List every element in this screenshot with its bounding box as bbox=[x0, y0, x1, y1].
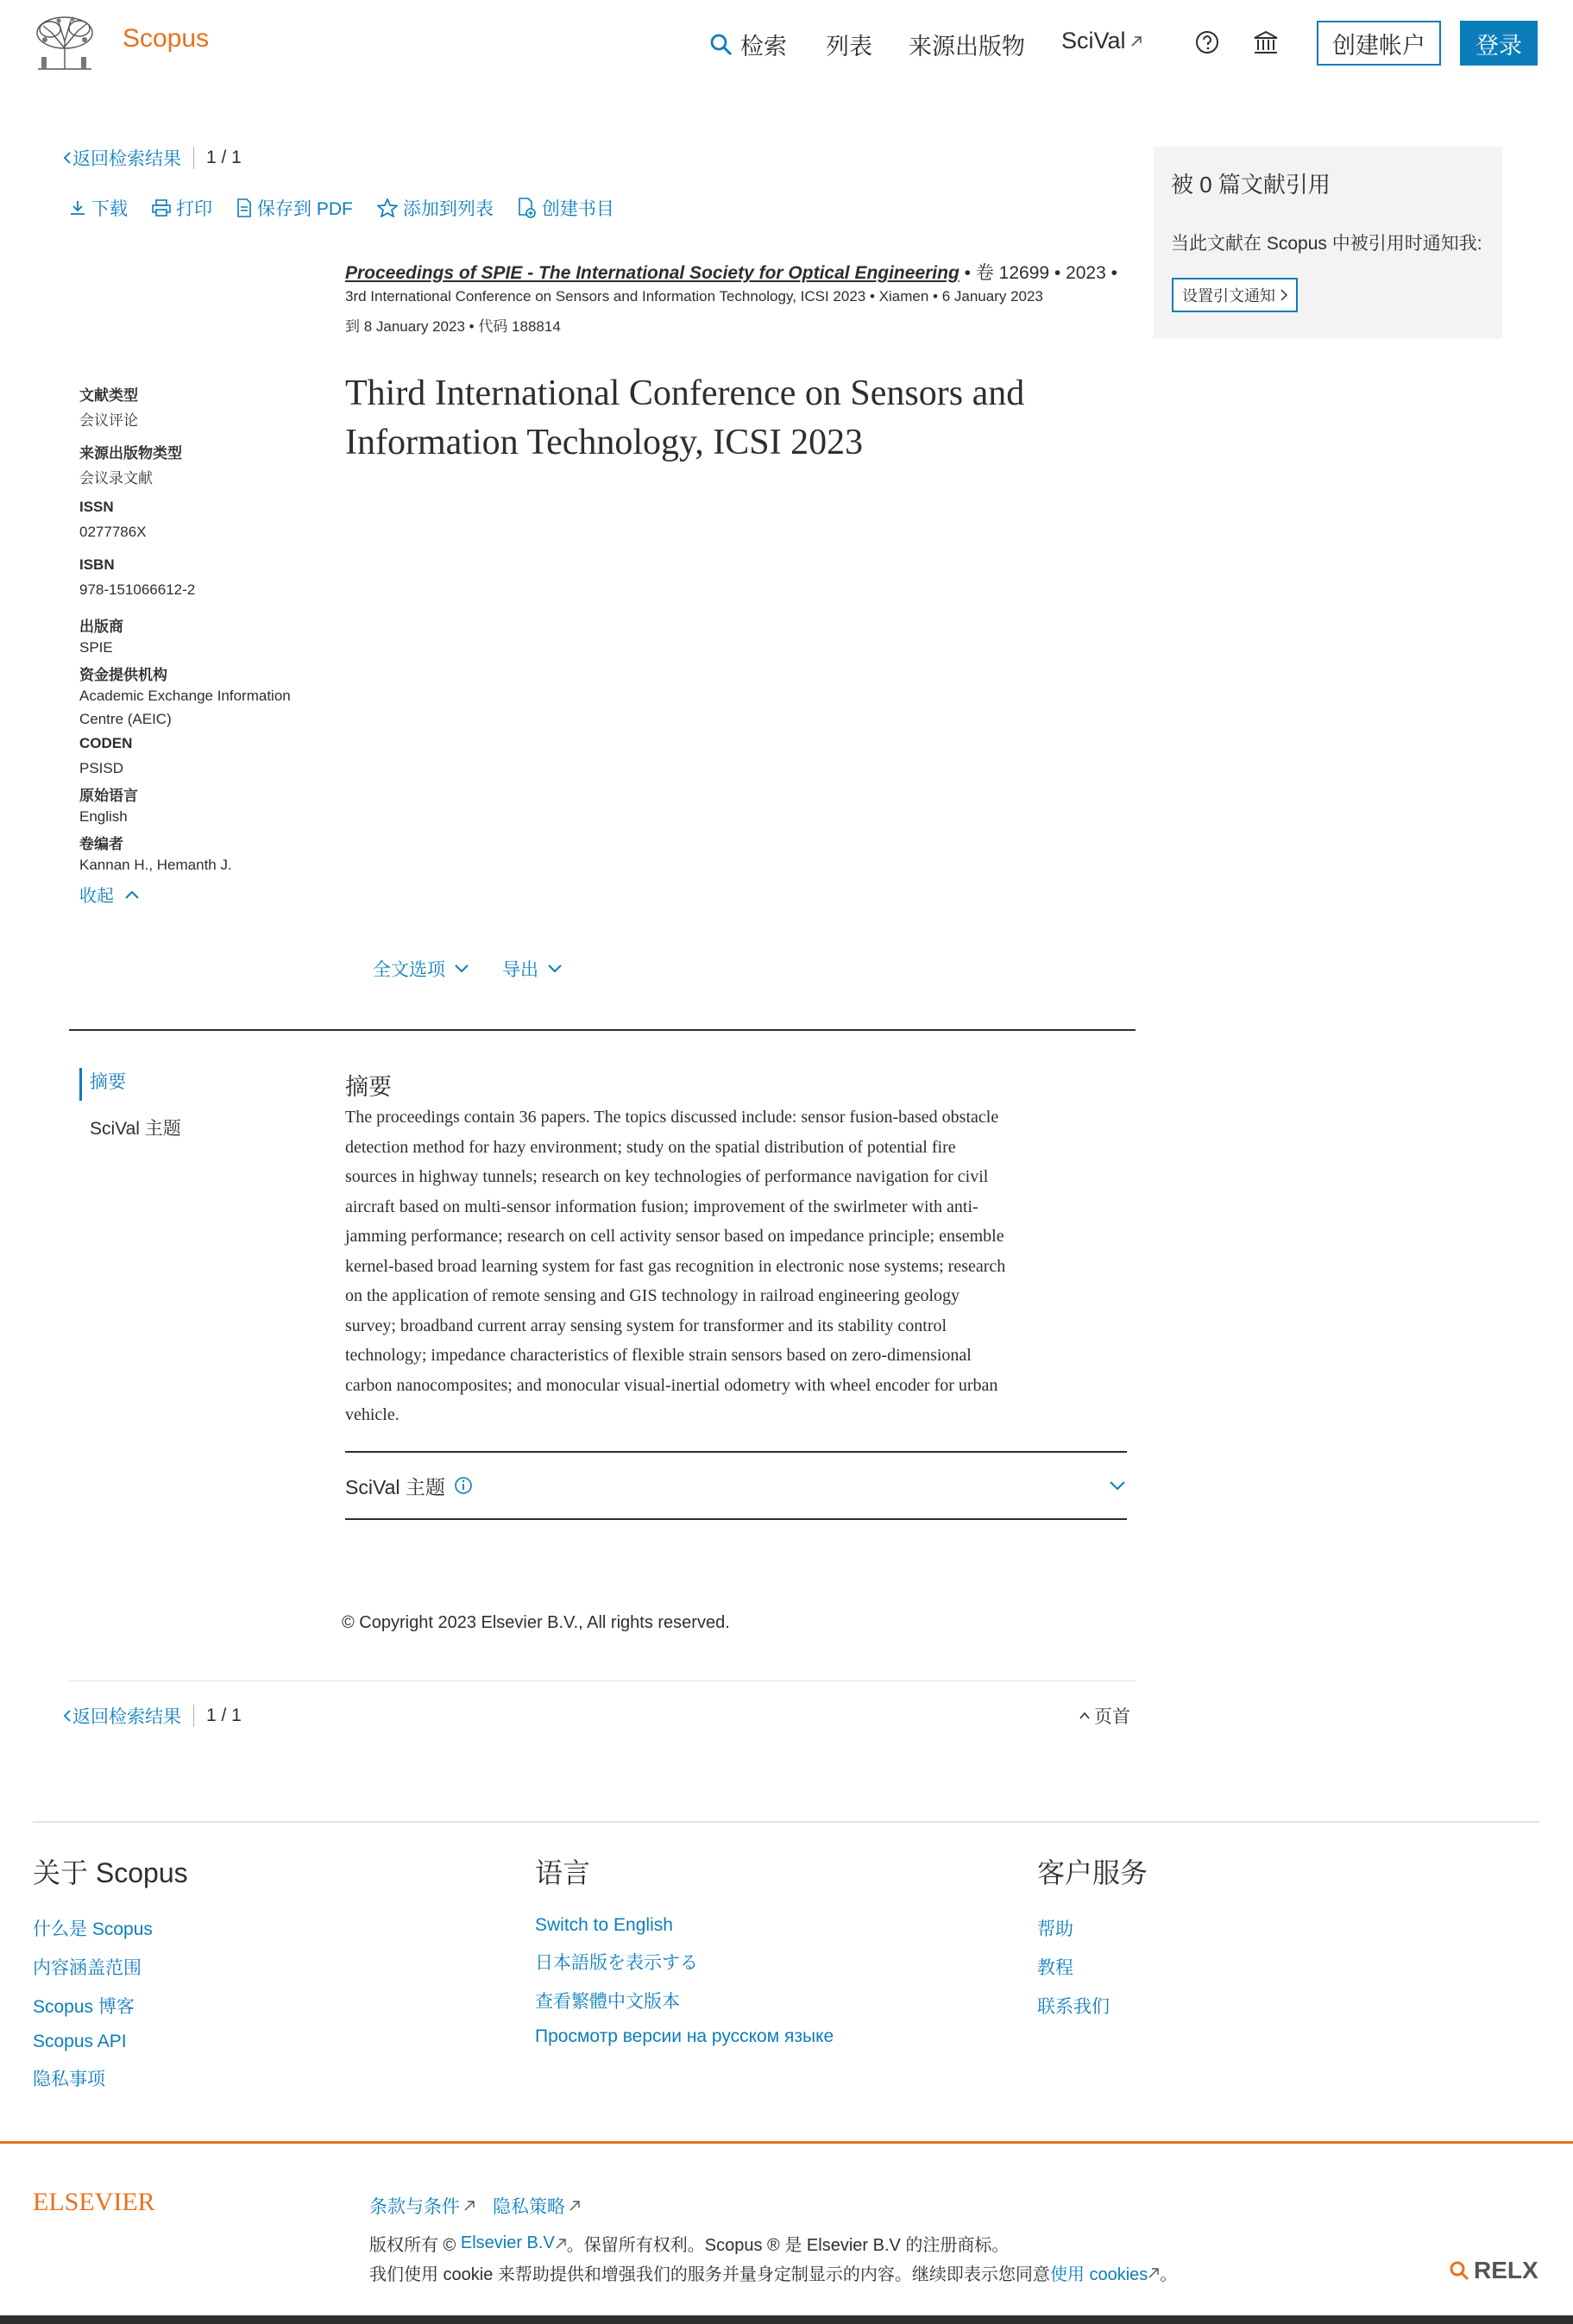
copyright-notice: © Copyright 2023 Elsevier B.V., All rights reserved. bbox=[342, 1613, 730, 1632]
footer-link-tutorials[interactable]: 教程 bbox=[1037, 1958, 1073, 1978]
download-button[interactable] bbox=[69, 195, 128, 221]
full-text-options-dropdown[interactable] bbox=[373, 956, 469, 982]
chevron-down-icon bbox=[1108, 1479, 1127, 1492]
help-icon[interactable] bbox=[1195, 30, 1219, 54]
elsevier-tree-logo[interactable] bbox=[33, 14, 97, 71]
footer-link-contact-us[interactable]: 联系我们 bbox=[1037, 1997, 1110, 2017]
publisher-value: SPIE bbox=[79, 639, 113, 656]
doc-type-label: 文献类型 bbox=[79, 387, 138, 404]
download-label: 下载 bbox=[91, 199, 128, 219]
scival-accordion[interactable] bbox=[345, 1453, 1127, 1518]
login-button[interactable]: 登录 bbox=[1460, 21, 1538, 66]
print-icon bbox=[152, 199, 171, 217]
source-line-3: 到 8 January 2023 • 代码 188814 bbox=[345, 318, 561, 335]
scival-bottom-border bbox=[345, 1518, 1127, 1520]
chevron-down-icon bbox=[454, 964, 469, 974]
footer-cookie-line: 我们使用 cookie 来帮助提供和增强我们的服务并量身定制显示的内容。继续即表示您同意 使用 cookies 。 bbox=[369, 2260, 1177, 2285]
footer-copyright-prefix: 版权所有 © bbox=[369, 2236, 456, 2255]
back-to-results-link[interactable] bbox=[62, 1703, 181, 1729]
nav-lists[interactable] bbox=[826, 28, 872, 61]
pager: 1 / 1 bbox=[206, 148, 242, 167]
chevron-up-icon bbox=[124, 889, 140, 900]
active-indicator bbox=[79, 1068, 82, 1101]
isbn-value: 978-151066612-2 bbox=[79, 581, 196, 598]
citation-notify-text: 当此文献在 Scopus 中被引用时通知我: bbox=[1171, 234, 1482, 254]
elsevier-logo[interactable]: ELSEVIER bbox=[33, 2188, 155, 2216]
back-to-results-label: 返回检索结果 bbox=[72, 1707, 181, 1727]
pdf-icon bbox=[236, 198, 252, 217]
info-icon[interactable] bbox=[454, 1476, 473, 1495]
add-to-list-label: 添加到列表 bbox=[402, 199, 494, 219]
nav-sources-label: 来源出版物 bbox=[909, 34, 1025, 60]
footer-legal-links bbox=[369, 2193, 581, 2219]
export-dropdown[interactable] bbox=[502, 956, 563, 982]
funding-label: 资金提供机构 bbox=[79, 667, 167, 683]
doc-type-value: 会议评论 bbox=[79, 412, 138, 429]
chevron-down-icon bbox=[547, 964, 563, 974]
issn-label: ISSN bbox=[79, 499, 114, 515]
institution-icon[interactable] bbox=[1253, 29, 1279, 55]
back-nav-top bbox=[62, 145, 242, 171]
footer-link-content-coverage[interactable]: 内容涵盖范围 bbox=[33, 1958, 142, 1978]
create-bibliography-label: 创建书目 bbox=[541, 199, 614, 219]
abstract-line: The proceedings contain 36 papers. The topics discussed include: sensor fusion-based obstacle bbox=[345, 1108, 999, 1127]
relx-mark-icon bbox=[1448, 2259, 1470, 2282]
funding-value-line-1: Academic Exchange Information bbox=[79, 688, 291, 704]
privacy-policy-link[interactable] bbox=[493, 2193, 581, 2219]
scival-accordion-label: SciVal 主题 bbox=[345, 1475, 445, 1498]
source-title-link[interactable]: Proceedings of SPIE - The International Society for Optical Engineering bbox=[345, 263, 960, 283]
relx-logo[interactable] bbox=[1448, 2257, 1538, 2284]
cited-by-panel bbox=[1154, 147, 1502, 338]
footer-link-english[interactable]: Switch to English bbox=[535, 1915, 673, 1935]
set-citation-alert-label: 设置引文通知 bbox=[1182, 287, 1275, 305]
footer-copyright-suffix: 。保留所有权利。Scopus ® 是 Elsevier B.V 的注册商标。 bbox=[566, 2236, 1010, 2255]
coden-value: PSISD bbox=[79, 760, 124, 776]
star-icon bbox=[377, 198, 398, 217]
page-bottom-bar bbox=[0, 2315, 1573, 2324]
full-text-options-label: 全文选项 bbox=[373, 960, 445, 980]
funding-value-line-2: Centre (AEIC) bbox=[79, 711, 172, 727]
footer-about-column bbox=[33, 1851, 188, 2091]
privacy-policy-label: 隐私策略 bbox=[493, 2197, 565, 2217]
cookies-link[interactable]: 使用 cookies bbox=[1049, 2265, 1148, 2284]
footer-cookie-prefix: 我们使用 cookie 来帮助提供和增强我们的服务并量身定制显示的内容。继续即表示您同意 bbox=[369, 2265, 1050, 2284]
terms-label: 条款与条件 bbox=[369, 2197, 460, 2217]
bibliography-icon bbox=[518, 198, 537, 218]
isbn-label: ISBN bbox=[79, 556, 115, 573]
chevron-right-icon bbox=[1280, 289, 1287, 301]
source-volume-year: • 卷 12699 • 2023 • bbox=[959, 263, 1117, 283]
footer-link-what-is-scopus[interactable]: 什么是 Scopus bbox=[33, 1919, 153, 1939]
external-link-icon bbox=[463, 2200, 475, 2212]
abstract-line: vehicle. bbox=[345, 1405, 400, 1424]
print-label: 打印 bbox=[176, 199, 212, 219]
scopus-brand[interactable]: Scopus bbox=[123, 24, 210, 53]
external-link-icon bbox=[1148, 2267, 1160, 2279]
side-nav-scival[interactable]: SciVal 主题 bbox=[90, 1119, 181, 1139]
editors-label: 卷编者 bbox=[79, 836, 123, 852]
nav-scival[interactable] bbox=[1061, 28, 1143, 54]
collapse-label: 收起 bbox=[79, 887, 114, 906]
top-header bbox=[0, 0, 1573, 86]
external-link-icon bbox=[1129, 35, 1143, 48]
footer-link-privacy-matters[interactable]: 隐私事项 bbox=[33, 2070, 105, 2089]
collapse-button[interactable] bbox=[79, 882, 140, 907]
cited-by-title: 被 0 篇文献引用 bbox=[1171, 172, 1331, 198]
abstract-body bbox=[345, 1102, 1156, 1430]
language-label: 原始语言 bbox=[79, 788, 138, 804]
back-to-results-label: 返回检索结果 bbox=[72, 149, 181, 169]
abstract-line: sources in highway tunnels; research on key technologies of performance navigation for civil bbox=[345, 1167, 989, 1186]
coden-label: CODEN bbox=[79, 735, 133, 751]
relx-label: RELX bbox=[1474, 2257, 1538, 2283]
add-to-list-button[interactable] bbox=[377, 195, 494, 221]
create-bibliography-button[interactable] bbox=[518, 195, 614, 221]
search-icon bbox=[709, 33, 733, 57]
external-link-icon bbox=[555, 2238, 567, 2250]
chevron-left-icon bbox=[62, 151, 72, 165]
source-type-value: 会议录文献 bbox=[79, 470, 153, 487]
footer-copyright-line bbox=[369, 2231, 1009, 2256]
footer-service-heading: 客户服务 bbox=[1037, 1857, 1148, 1888]
print-button[interactable] bbox=[152, 195, 212, 221]
footer-service-column bbox=[1037, 1851, 1148, 2019]
abstract-line: detection method for hazy environment; study on the spatial distribution of potential fire bbox=[345, 1137, 956, 1157]
document-toolbar bbox=[69, 195, 614, 221]
set-citation-alert-button[interactable] bbox=[1172, 278, 1298, 312]
abstract-line: survey; broadband current array sensing system for transformer and its stability control bbox=[345, 1316, 947, 1335]
source-type-label: 来源出版物类型 bbox=[79, 445, 182, 462]
abstract-line: aircraft based on multi-sensor information fusion; improvement of the swirlmeter with anti- bbox=[345, 1197, 978, 1216]
external-link-icon bbox=[569, 2200, 581, 2212]
chevron-up-icon bbox=[1079, 1711, 1091, 1721]
terms-link[interactable] bbox=[369, 2193, 475, 2219]
chevron-left-icon bbox=[62, 1709, 72, 1723]
nav-search-label: 检索 bbox=[740, 34, 787, 60]
section-divider bbox=[69, 1029, 1136, 1031]
abstract-heading: 摘要 bbox=[345, 1074, 392, 1100]
divider bbox=[193, 1705, 194, 1727]
footer-link-help[interactable]: 帮助 bbox=[1037, 1919, 1073, 1939]
divider bbox=[69, 1680, 1136, 1681]
footer-link-scopus-blog[interactable]: Scopus 博客 bbox=[33, 1997, 135, 2017]
back-to-results-link[interactable] bbox=[62, 145, 181, 171]
side-nav-abstract[interactable]: 摘要 bbox=[90, 1072, 126, 1092]
abstract-line: on the application of remote sensing and GIS technology in railroad engineering geology bbox=[345, 1286, 960, 1305]
scival-accordion-header bbox=[345, 1472, 473, 1500]
abstract-line: jamming performance; research on cell activity sensor based on impedance principle; ensemble bbox=[345, 1227, 1004, 1246]
abstract-line: kernel-based broad learning system for fast gas recognition in electronic nose systems; research bbox=[345, 1256, 1006, 1276]
elsevier-bv-link[interactable]: Elsevier B.V bbox=[460, 2233, 555, 2252]
divider bbox=[193, 147, 194, 169]
back-to-top-link[interactable] bbox=[1079, 1703, 1130, 1729]
save-pdf-label: 保存到 PDF bbox=[257, 199, 353, 219]
pager: 1 / 1 bbox=[206, 1705, 242, 1725]
source-line-2: 3rd International Conference on Sensors and Information Technology, ICSI 2023 • Xiamen • 6 January 2023 bbox=[345, 288, 1043, 305]
back-nav-bottom bbox=[62, 1703, 242, 1729]
back-to-top-label: 页首 bbox=[1094, 1707, 1130, 1727]
publisher-label: 出版商 bbox=[79, 619, 123, 635]
editors-value: Kannan H., Hemanth J. bbox=[79, 857, 232, 873]
footer-about-heading: 关于 Scopus bbox=[33, 1857, 188, 1888]
nav-sources[interactable] bbox=[909, 28, 1025, 61]
nav-lists-label: 列表 bbox=[826, 34, 872, 60]
nav-search[interactable] bbox=[709, 28, 787, 61]
nav-scival-label: SciVal bbox=[1061, 28, 1126, 53]
language-value: English bbox=[79, 808, 128, 825]
footer-language-heading: 语言 bbox=[535, 1857, 591, 1888]
footer-divider bbox=[33, 1821, 1539, 1823]
footer-link-scopus-api[interactable]: Scopus API bbox=[33, 2032, 127, 2051]
document-title: Third International Conference on Sensors and Information Technology, ICSI 2023 bbox=[345, 374, 1025, 462]
footer-orange-rule bbox=[0, 2141, 1573, 2144]
create-account-button[interactable]: 创建帐户 bbox=[1317, 21, 1441, 66]
abstract-line: carbon nanocomposites; and monocular visual-inertial odometry with wheel encoder for urban bbox=[345, 1375, 998, 1395]
footer-link-russian[interactable]: Просмотр версии на русском языке bbox=[535, 2026, 834, 2046]
footer-language-column bbox=[535, 1851, 834, 2047]
save-pdf-button[interactable] bbox=[236, 195, 353, 221]
footer-link-traditional-chinese[interactable]: 查看繁體中文版本 bbox=[535, 1992, 680, 2012]
source-line-1 bbox=[345, 259, 1117, 285]
abstract-line: technology; impedance characteristics of flexible strain sensors based on zero-dimensional bbox=[345, 1346, 972, 1365]
issn-value: 0277786X bbox=[79, 524, 147, 540]
footer-link-japanese[interactable]: 日本語版を表示する bbox=[535, 1953, 698, 1973]
export-label: 导出 bbox=[502, 960, 538, 980]
download-icon bbox=[69, 199, 86, 217]
